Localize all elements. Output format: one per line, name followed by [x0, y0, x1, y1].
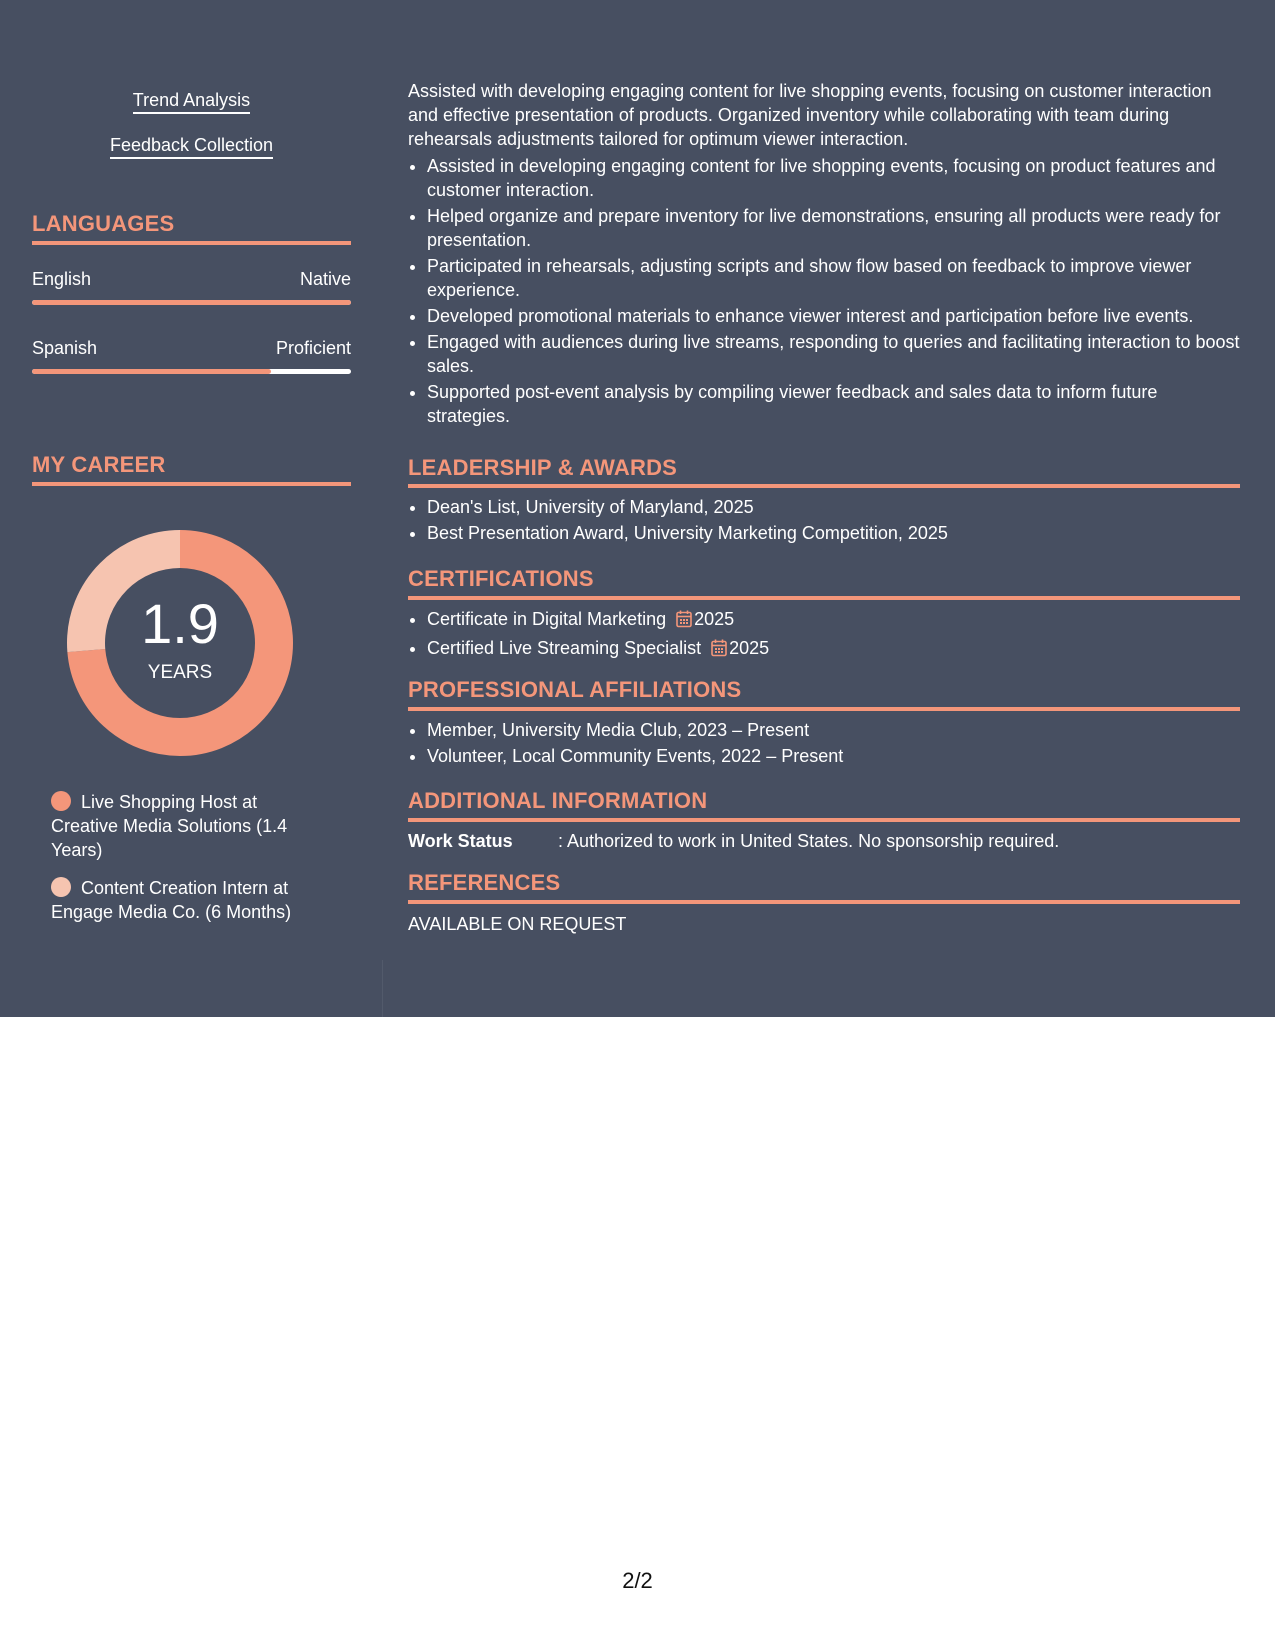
references-heading: REFERENCES [408, 870, 561, 895]
affiliations-rule [408, 707, 1240, 711]
career-donut-chart [67, 530, 293, 756]
legend-dot [51, 791, 71, 811]
list-item: • Best Presentation Award, University Marketing Competition, 2025 [427, 521, 1240, 545]
work-status-label: Work Status [408, 831, 513, 851]
work-status-value: : Authorized to work in United States. No sponsorship required. [558, 831, 1060, 851]
experience-bullets [408, 154, 1240, 430]
leadership-rule [408, 484, 1240, 488]
legend-dot [51, 877, 71, 897]
list-item: • Helped organize and prepare inventory for live demonstrations, ensuring all products were ready for presentation. [427, 204, 1240, 252]
career-heading: MY CAREER [32, 452, 166, 477]
certifications-rule [408, 596, 1240, 600]
list-item: • Dean's List, University of Maryland, 2025 [427, 495, 1240, 519]
calendar-icon [676, 610, 692, 634]
language-level: Proficient [275, 338, 351, 358]
career-legend-item [51, 876, 316, 924]
language-name: English [32, 269, 92, 289]
language-name: Spanish [32, 338, 98, 358]
language-bar-fill [32, 300, 351, 305]
leadership-list [408, 495, 1240, 547]
references-rule [408, 900, 1240, 904]
languages-heading: LANGUAGES [32, 211, 175, 236]
references-text: AVAILABLE ON REQUEST [408, 914, 627, 934]
language-level: Native [299, 269, 351, 289]
work-status-row [408, 829, 1240, 853]
language-bar-fill [32, 369, 271, 374]
additional-rule [408, 818, 1240, 822]
language-bar-english [32, 300, 351, 305]
list-item: • Certified Live Streaming Specialist 2025 [427, 636, 1240, 663]
list-item: • Participated in rehearsals, adjusting scripts and show flow based on feedback to improve viewer experience. [427, 254, 1240, 302]
column-divider [382, 960, 383, 1017]
affiliations-list [408, 718, 1240, 770]
experience-summary: Assisted with developing engaging content for live shopping events, focusing on customer interaction and effective presentation of products. Organized inventory while collaborating with team during rehearsals adjustments tailored for optimum viewer interaction. [408, 81, 1212, 149]
language-bar-spanish [32, 369, 351, 374]
career-total-value: 1.9 [141, 592, 219, 655]
affiliations-heading: PROFESSIONAL AFFILIATIONS [408, 677, 742, 702]
certifications-list [408, 607, 1240, 665]
list-item: • Assisted in developing engaging content for live shopping events, focusing on product features and customer interaction. [427, 154, 1240, 202]
additional-heading: ADDITIONAL INFORMATION [408, 788, 708, 813]
career-total-unit: YEARS [147, 662, 213, 683]
legend-label: Live Shopping Host at Creative Media Solutions (1.4 Years) [51, 792, 288, 860]
certifications-heading: CERTIFICATIONS [408, 566, 594, 591]
page-number: 2/2 [622, 1568, 653, 1593]
career-rule [32, 482, 351, 486]
skill-feedback-collection: Feedback Collection [32, 133, 351, 157]
list-item: • Engaged with audiences during live streams, responding to queries and facilitating interaction to boost sales. [427, 330, 1240, 378]
list-item: • Certificate in Digital Marketing 2025 [427, 607, 1240, 634]
list-item: • Developed promotional materials to enhance viewer interest and participation before live events. [427, 304, 1240, 328]
list-item: • Supported post-event analysis by compiling viewer feedback and sales data to inform future strategies. [427, 380, 1240, 428]
skill-trend-analysis: Trend Analysis [32, 88, 351, 112]
calendar-icon [711, 639, 727, 663]
legend-label: Content Creation Intern at Engage Media Co. (6 Months) [51, 878, 292, 922]
leadership-heading: LEADERSHIP & AWARDS [408, 455, 678, 480]
career-legend-item [51, 790, 316, 862]
languages-rule [32, 241, 351, 245]
list-item: • Volunteer, Local Community Events, 2022 – Present [427, 744, 1240, 768]
list-item: • Member, University Media Club, 2023 – Present [427, 718, 1240, 742]
